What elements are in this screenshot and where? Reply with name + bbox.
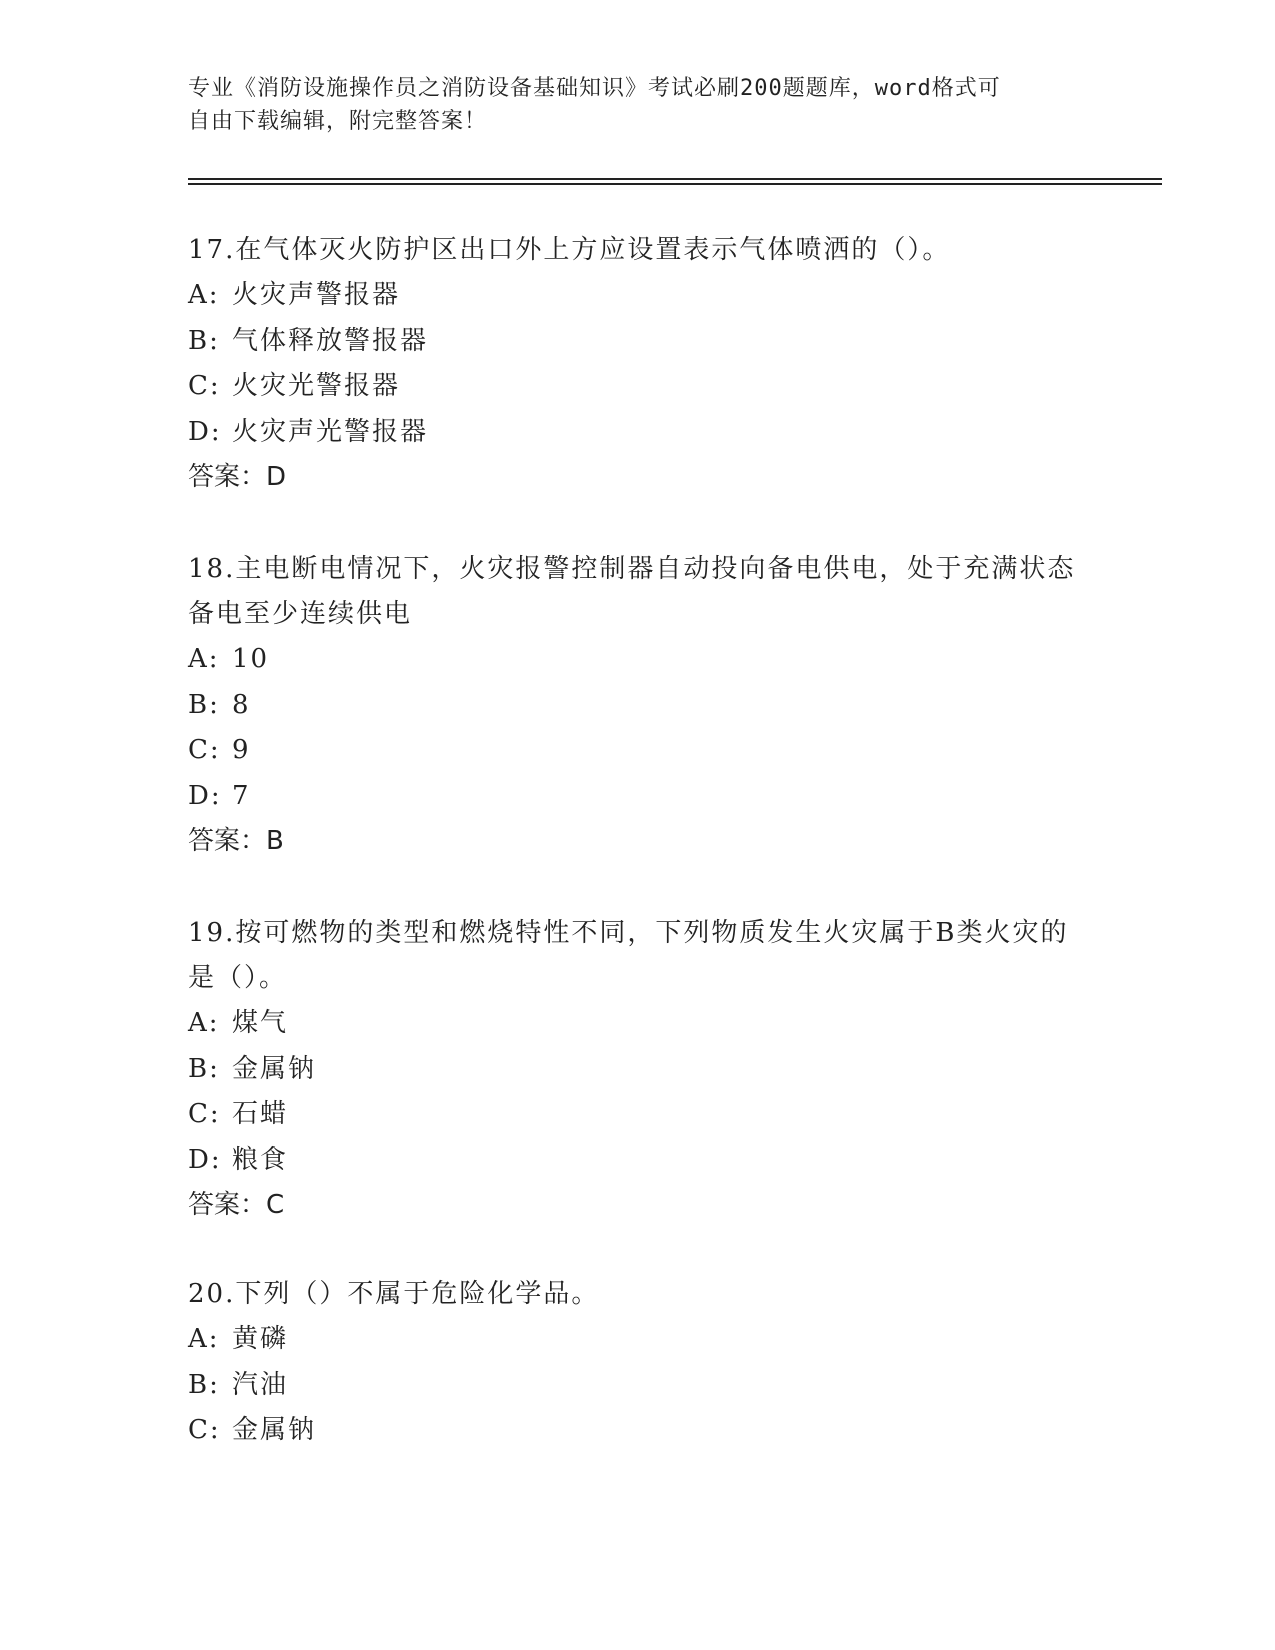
option-letter: D: (188, 1144, 222, 1175)
option-a (188, 637, 1088, 683)
option-a (188, 1001, 1088, 1047)
option-text: 金属钠 (232, 1053, 317, 1084)
option-text: 10 (232, 644, 270, 674)
option-b (188, 683, 1088, 729)
option-letter: B: (188, 1369, 220, 1400)
option-c (188, 1092, 1088, 1138)
option-text: 金属钠 (232, 1415, 317, 1445)
question-stem: 18.主电断电情况下，火灾报警控制器自动投向备电供电，处于充满状态备电至少连续供电 (188, 554, 1076, 629)
answer-line: 答案：D (188, 462, 287, 492)
option-text: 煤气 (232, 1008, 289, 1038)
option-letter: B: (188, 1053, 220, 1084)
option-text: 9 (232, 735, 251, 765)
header-line-1: 专业《消防设施操作员之消防设备基础知识》考试必刷200题题库，word格式可 (188, 76, 1001, 101)
header-divider-top (188, 178, 1162, 180)
question-stem: 17.在气体灭火防护区出口外上方应设置表示气体喷洒的（）。 (188, 235, 951, 265)
option-c (188, 364, 1088, 410)
answer-line: 答案：C (188, 1190, 285, 1220)
question-19 (188, 911, 1088, 1228)
option-b (188, 1047, 1088, 1093)
option-letter: B: (188, 689, 220, 720)
option-letter: A: (188, 280, 220, 310)
question-17 (188, 228, 1088, 500)
option-letter: A: (188, 1008, 220, 1038)
option-c (188, 728, 1088, 774)
option-a (188, 1317, 1088, 1363)
question-stem: 20.下列（）不属于危险化学品。 (188, 1279, 600, 1309)
option-letter: A: (188, 1324, 220, 1354)
option-text: 气体释放警报器 (232, 325, 429, 356)
option-d (188, 410, 1088, 456)
option-a (188, 273, 1088, 319)
option-letter: C: (188, 371, 221, 401)
option-c (188, 1408, 1088, 1454)
header-divider-bottom (188, 183, 1162, 185)
question-stem: 19.按可燃物的类型和燃烧特性不同，下列物质发生火灾属于B类火灾的是（）。 (188, 918, 1069, 993)
option-letter: B: (188, 325, 220, 356)
option-text: 8 (232, 689, 251, 720)
option-text: 汽油 (232, 1369, 289, 1400)
option-d (188, 774, 1088, 820)
option-text: 7 (232, 780, 251, 811)
option-b (188, 319, 1088, 365)
option-d (188, 1138, 1088, 1184)
option-b (188, 1363, 1088, 1409)
option-text: 黄磷 (232, 1324, 289, 1354)
option-text: 火灾光警报器 (232, 371, 401, 401)
option-text: 火灾声光警报器 (232, 416, 429, 447)
option-letter: D: (188, 780, 222, 811)
option-letter: D: (188, 416, 222, 447)
option-letter: C: (188, 1415, 221, 1445)
option-text: 石蜡 (232, 1099, 289, 1129)
option-letter: C: (188, 735, 221, 765)
question-18 (188, 547, 1088, 864)
answer-line: 答案：B (188, 826, 284, 856)
option-text: 火灾声警报器 (232, 280, 401, 310)
header-line-2: 自由下载编辑，附完整答案！ (188, 109, 488, 134)
option-letter: C: (188, 1099, 221, 1129)
option-letter: A: (188, 644, 220, 674)
question-20 (188, 1272, 1088, 1454)
document-header (188, 72, 1088, 138)
option-text: 粮食 (232, 1144, 289, 1175)
